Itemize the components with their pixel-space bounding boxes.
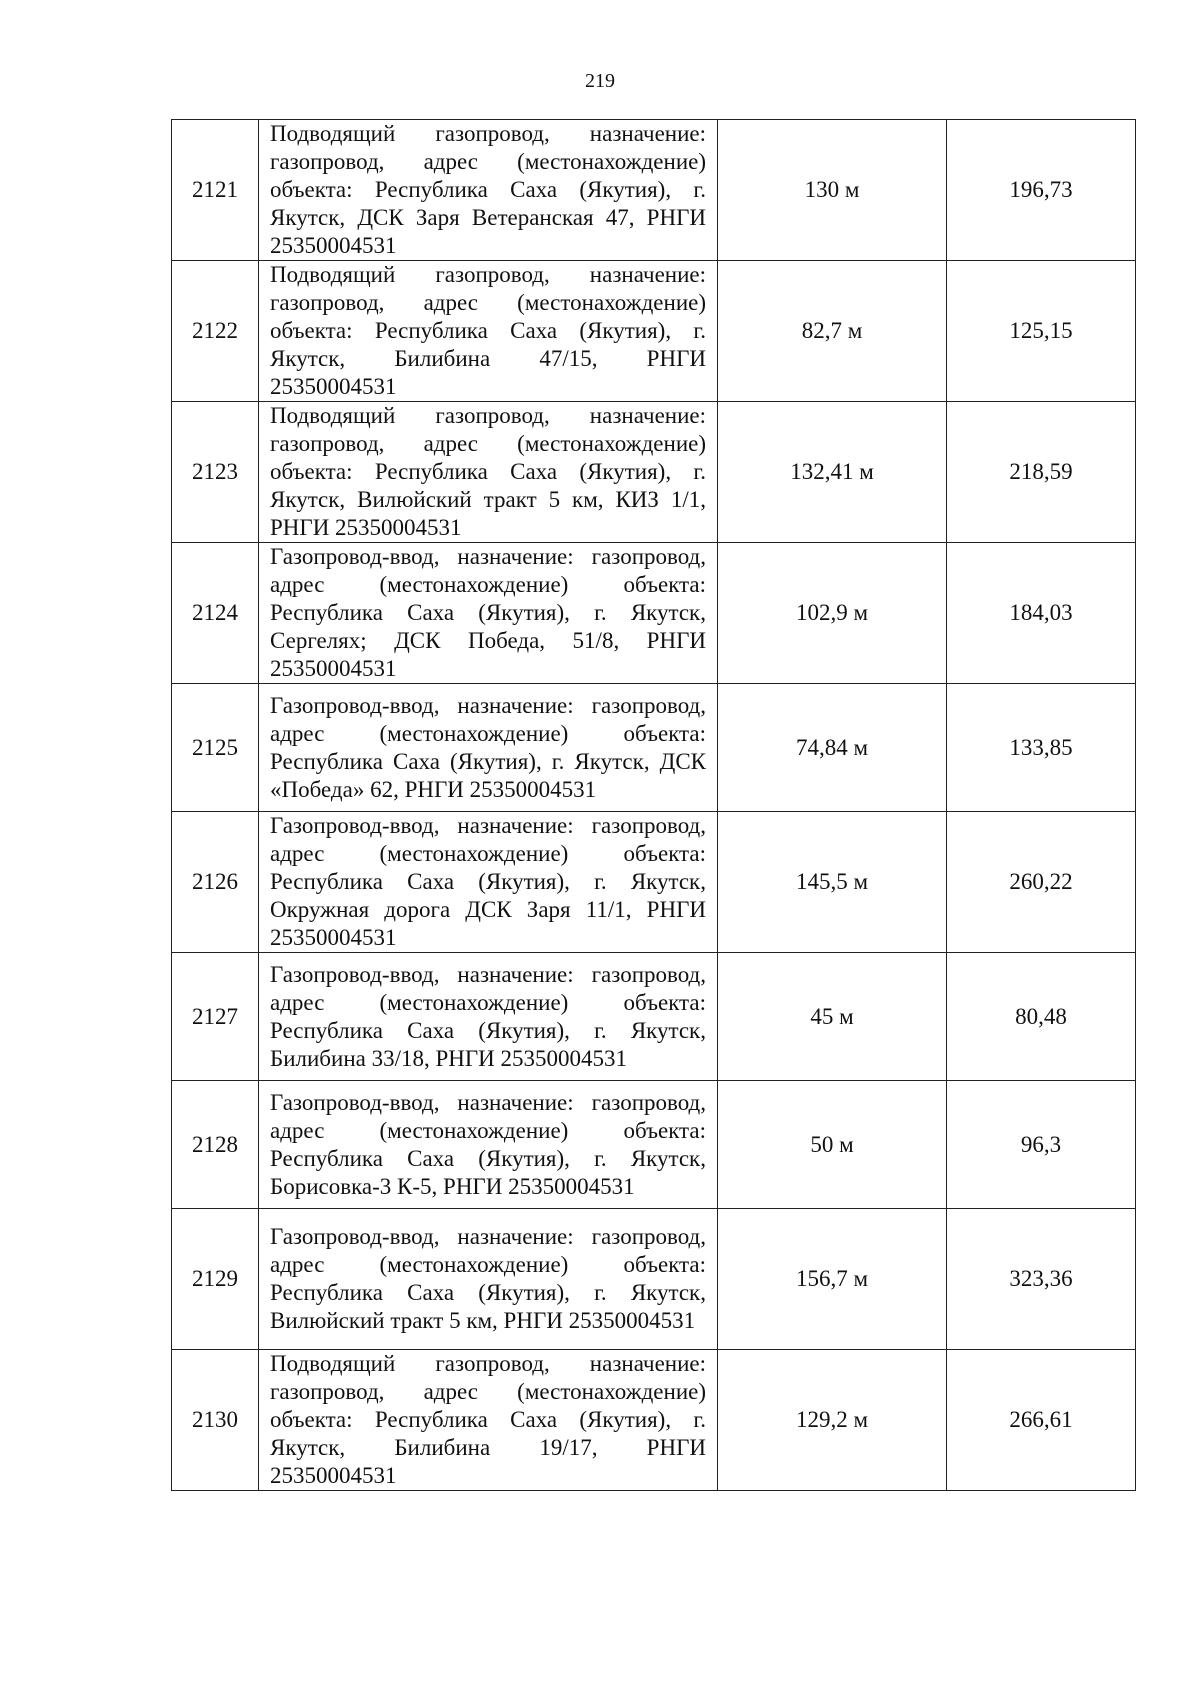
object-value: 80,48 — [947, 953, 1136, 1081]
object-value: 260,22 — [947, 812, 1136, 953]
row-number: 2126 — [172, 812, 259, 953]
row-number: 2128 — [172, 1081, 259, 1209]
object-length: 82,7 м — [718, 261, 947, 402]
table-row — [172, 543, 1136, 684]
object-description: Газопровод-ввод, назначение: газопровод, адрес (местонахождение) объекта: Республика Саха (Якутия), г. Якутск, Вилюйский тракт 5 км, РНГИ 25350004531 — [259, 1209, 718, 1350]
object-length: 156,7 м — [718, 1209, 947, 1350]
table-row — [172, 812, 1136, 953]
table-row — [172, 1081, 1136, 1209]
object-value: 196,73 — [947, 120, 1136, 261]
row-number: 2121 — [172, 120, 259, 261]
table-row — [172, 1350, 1136, 1491]
object-length: 132,41 м — [718, 402, 947, 543]
table-row — [172, 1209, 1136, 1350]
object-value: 266,61 — [947, 1350, 1136, 1491]
row-number: 2130 — [172, 1350, 259, 1491]
page-number: 219 — [585, 70, 615, 92]
object-description: Подводящий газопровод, назначение: газопровод, адрес (местонахождение) объекта: Республика Саха (Якутия), г. Якутск, ДСК Заря Ветеранская 47, РНГИ 25350004531 — [259, 120, 718, 261]
row-number: 2123 — [172, 402, 259, 543]
table-row — [172, 120, 1136, 261]
object-length: 145,5 м — [718, 812, 947, 953]
object-value: 96,3 — [947, 1081, 1136, 1209]
object-length: 129,2 м — [718, 1350, 947, 1491]
object-description: Подводящий газопровод, назначение: газопровод, адрес (местонахождение) объекта: Республика Саха (Якутия), г. Якутск, Билибина 19/17, РНГИ 25350004531 — [259, 1350, 718, 1491]
object-description: Газопровод-ввод, назначение: газопровод, адрес (местонахождение) объекта: Республика Саха (Якутия), г. Якутск, ДСК «Победа» 62, РНГИ 25350004531 — [259, 684, 718, 812]
table-row — [172, 953, 1136, 1081]
row-number: 2125 — [172, 684, 259, 812]
object-value: 125,15 — [947, 261, 1136, 402]
object-length: 130 м — [718, 120, 947, 261]
object-length: 74,84 м — [718, 684, 947, 812]
row-number: 2124 — [172, 543, 259, 684]
object-value: 133,85 — [947, 684, 1136, 812]
table-row — [172, 402, 1136, 543]
object-value: 218,59 — [947, 402, 1136, 543]
object-description: Газопровод-ввод, назначение: газопровод, адрес (местонахождение) объекта: Республика Саха (Якутия), г. Якутск, Борисовка-3 К-5, РНГИ 25350004531 — [259, 1081, 718, 1209]
table-row — [172, 261, 1136, 402]
object-description: Подводящий газопровод, назначение: газопровод, адрес (местонахождение) объекта: Республика Саха (Якутия), г. Якутск, Билибина 47/15, РНГИ 25350004531 — [259, 261, 718, 402]
object-value: 184,03 — [947, 543, 1136, 684]
table-row — [172, 684, 1136, 812]
object-length: 45 м — [718, 953, 947, 1081]
object-value: 323,36 — [947, 1209, 1136, 1350]
object-description: Газопровод-ввод, назначение: газопровод, адрес (местонахождение) объекта: Республика Саха (Якутия), г. Якутск, Окружная дорога ДСК Заря 11/1, РНГИ 25350004531 — [259, 812, 718, 953]
property-table — [171, 119, 1136, 1491]
object-description: Газопровод-ввод, назначение: газопровод, адрес (местонахождение) объекта: Республика Саха (Якутия), г. Якутск, Сергелях; ДСК Победа, 51/8, РНГИ 25350004531 — [259, 543, 718, 684]
object-description: Подводящий газопровод, назначение: газопровод, адрес (местонахождение) объекта: Республика Саха (Якутия), г. Якутск, Вилюйский тракт 5 км, КИЗ 1/1, РНГИ 25350004531 — [259, 402, 718, 543]
object-length: 50 м — [718, 1081, 947, 1209]
object-description: Газопровод-ввод, назначение: газопровод, адрес (местонахождение) объекта: Республика Саха (Якутия), г. Якутск, Билибина 33/18, РНГИ 25350004531 — [259, 953, 718, 1081]
object-length: 102,9 м — [718, 543, 947, 684]
row-number: 2122 — [172, 261, 259, 402]
row-number: 2127 — [172, 953, 259, 1081]
row-number: 2129 — [172, 1209, 259, 1350]
